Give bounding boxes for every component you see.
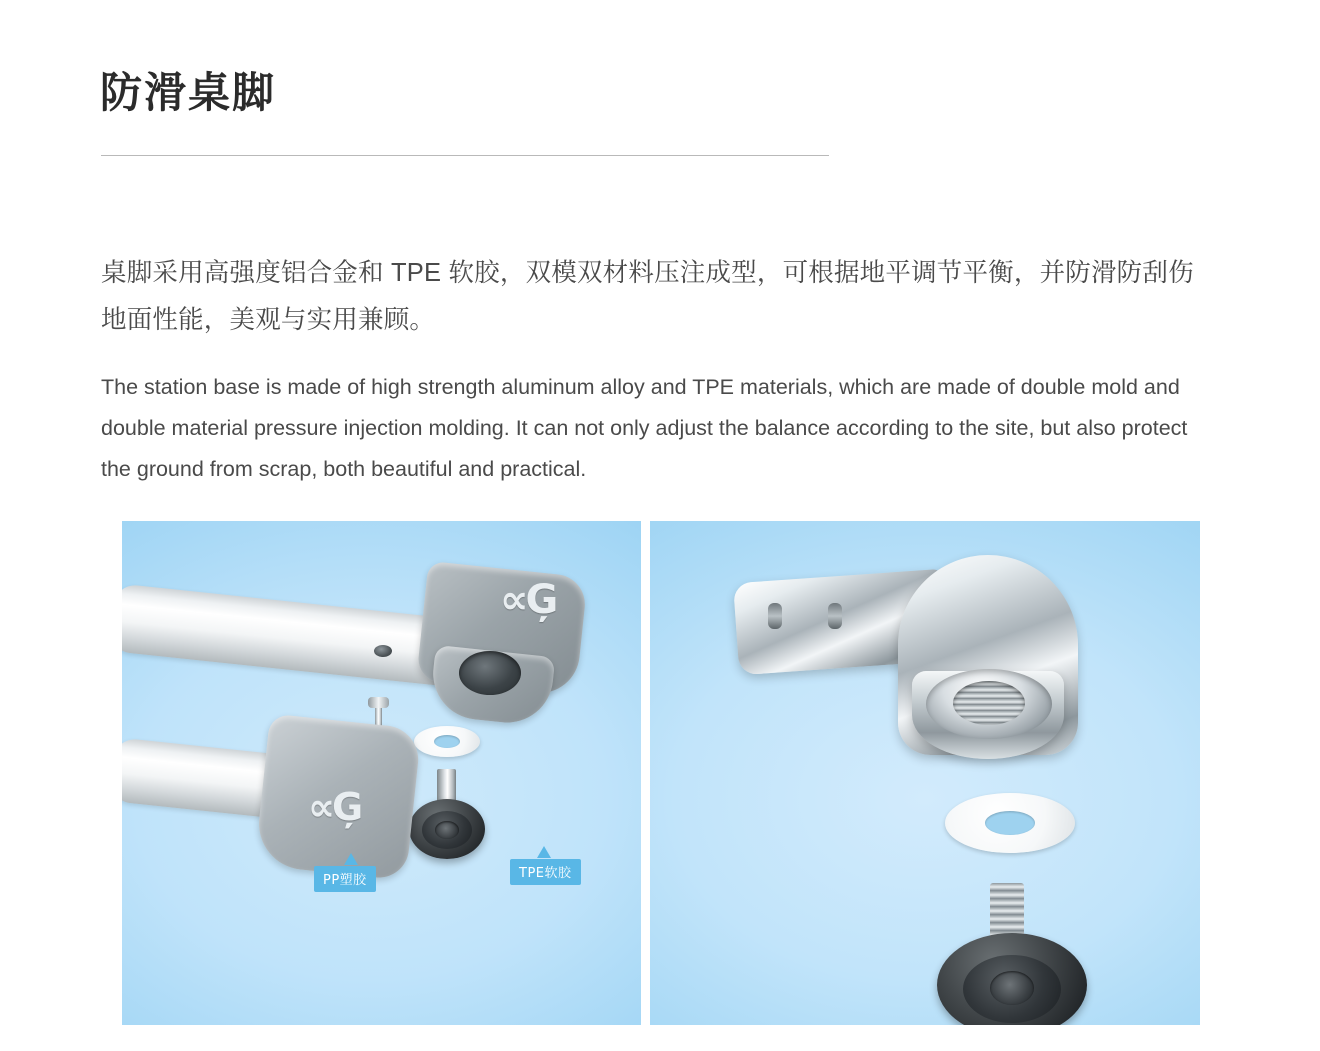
upper-screw-head-icon (368, 697, 389, 708)
description-chinese: 桌脚采用高强度铝合金和 TPE 软胶，双模双材料压注成型，可根据地平调节平衡，并防滑防刮伤地面性能，美观与实用兼顾。 (101, 258, 1194, 334)
arm-bolt-hole-1-icon (768, 603, 782, 629)
upper-washer-hole (434, 735, 460, 748)
figure-panel-divider (641, 521, 650, 1025)
arm-bolt-hole-2-icon (828, 603, 842, 629)
lower-brand-logo-icon: ∝Ģ (308, 785, 361, 829)
upper-foot-socket (459, 651, 521, 695)
figure-right-panel (650, 521, 1200, 1025)
description-english: The station base is made of high strength aluminum alloy and TPE materials, which are made of double mold and double material pressure injection molding. It can not only adjust the balance according to the site, but also protect the ground from scrap, both beautiful and practical. (101, 374, 1188, 481)
product-figure (122, 521, 1200, 1025)
title-divider (101, 155, 829, 156)
page-title: 防滑桌脚 (100, 69, 277, 117)
upper-knob-bolt (437, 769, 456, 803)
tpe-knob-core (435, 821, 459, 839)
chrome-socket-thread-icon (953, 681, 1025, 725)
pp-callout-arrow-icon (344, 853, 358, 865)
figure-left-panel (122, 521, 641, 1025)
right-knob-core (990, 971, 1034, 1005)
callout-pp: PP塑胶 (314, 866, 376, 892)
upper-brand-logo-icon: ∝Ģ (500, 577, 556, 623)
callout-tpe: TPE软胶 (510, 859, 581, 885)
tpe-callout-arrow-icon (537, 846, 551, 858)
upper-side-hole-icon (374, 645, 392, 657)
right-washer-hole (985, 811, 1035, 835)
